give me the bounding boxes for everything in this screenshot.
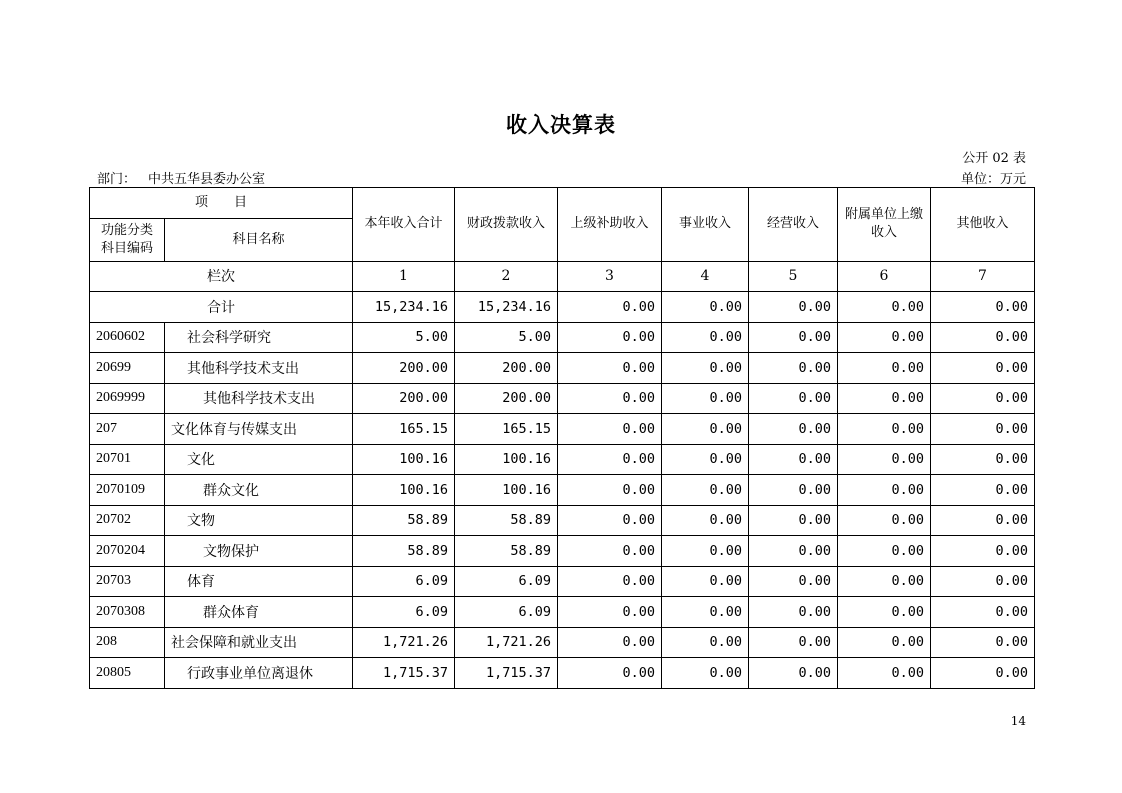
amount-cell: 0.00 — [838, 475, 931, 506]
func-code-cell: 20805 — [90, 658, 165, 689]
amount-cell: 0.00 — [838, 658, 931, 689]
amount-cell: 1,721.26 — [455, 627, 558, 658]
func-code-cell: 2070308 — [90, 597, 165, 628]
amount-cell: 0.00 — [662, 322, 749, 353]
page-number: 14 — [1010, 714, 1026, 728]
table-row — [90, 322, 1035, 353]
amount-cell: 0.00 — [931, 627, 1035, 658]
subject-name-cell: 群众文化 — [165, 475, 353, 506]
amount-cell: 58.89 — [353, 505, 455, 536]
amount-cell: 0.00 — [838, 322, 931, 353]
amount-cell: 6.09 — [353, 597, 455, 628]
amount-cell: 0.00 — [558, 627, 662, 658]
amount-cell: 0.00 — [558, 383, 662, 414]
amount-cell: 0.00 — [662, 383, 749, 414]
amount-cell: 0.00 — [931, 505, 1035, 536]
amount-cell: 0.00 — [662, 536, 749, 567]
func-code-cell: 20702 — [90, 505, 165, 536]
amount-cell: 6.09 — [353, 566, 455, 597]
subject-name-cell: 文物 — [165, 505, 353, 536]
col-index: 4 — [662, 261, 749, 292]
subject-name-cell: 文物保护 — [165, 536, 353, 567]
amount-cell: 0.00 — [749, 414, 838, 445]
amount-cell: 58.89 — [455, 505, 558, 536]
col-header-7: 其他收入 — [931, 188, 1035, 262]
total-value: 0.00 — [558, 292, 662, 323]
amount-cell: 0.00 — [749, 322, 838, 353]
amount-cell: 0.00 — [838, 414, 931, 445]
amount-cell: 0.00 — [749, 566, 838, 597]
amount-cell: 58.89 — [353, 536, 455, 567]
amount-cell: 0.00 — [931, 353, 1035, 384]
amount-cell: 0.00 — [931, 658, 1035, 689]
amount-cell: 0.00 — [838, 536, 931, 567]
amount-cell: 0.00 — [558, 322, 662, 353]
amount-cell: 0.00 — [931, 597, 1035, 628]
amount-cell: 1,721.26 — [353, 627, 455, 658]
amount-cell: 0.00 — [558, 505, 662, 536]
amount-cell: 0.00 — [662, 658, 749, 689]
total-value: 15,234.16 — [353, 292, 455, 323]
col-header-4: 事业收入 — [662, 188, 749, 262]
amount-cell: 0.00 — [558, 414, 662, 445]
col-index-row — [90, 261, 1035, 292]
amount-cell: 6.09 — [455, 566, 558, 597]
col-index: 3 — [558, 261, 662, 292]
table-row — [90, 444, 1035, 475]
total-label: 合计 — [90, 292, 353, 323]
subject-name-cell: 文化体育与传媒支出 — [165, 414, 353, 445]
col-index: 2 — [455, 261, 558, 292]
amount-cell: 0.00 — [749, 353, 838, 384]
func-code-cell: 208 — [90, 627, 165, 658]
total-value: 0.00 — [931, 292, 1035, 323]
amount-cell: 0.00 — [558, 658, 662, 689]
subject-name-header: 科目名称 — [165, 218, 353, 261]
amount-cell: 1,715.37 — [353, 658, 455, 689]
table-row — [90, 353, 1035, 384]
amount-cell: 0.00 — [749, 475, 838, 506]
func-code-cell: 2070109 — [90, 475, 165, 506]
amount-cell: 0.00 — [931, 536, 1035, 567]
form-number: 公开 02 表 — [962, 151, 1026, 166]
amount-cell: 5.00 — [353, 322, 455, 353]
amount-cell: 5.00 — [455, 322, 558, 353]
table-row — [90, 597, 1035, 628]
amount-cell: 0.00 — [838, 444, 931, 475]
func-code-cell: 207 — [90, 414, 165, 445]
amount-cell: 0.00 — [838, 353, 931, 384]
table-row — [90, 414, 1035, 445]
amount-cell: 0.00 — [931, 566, 1035, 597]
amount-cell: 0.00 — [749, 444, 838, 475]
total-value: 0.00 — [662, 292, 749, 323]
amount-cell: 0.00 — [931, 383, 1035, 414]
amount-cell: 200.00 — [455, 383, 558, 414]
amount-cell: 0.00 — [749, 627, 838, 658]
amount-cell: 0.00 — [749, 658, 838, 689]
amount-cell: 0.00 — [749, 536, 838, 567]
item-header: 项 目 — [90, 188, 353, 219]
table-row — [90, 475, 1035, 506]
subject-name-cell: 社会保障和就业支出 — [165, 627, 353, 658]
total-value: 0.00 — [838, 292, 931, 323]
amount-cell: 100.16 — [353, 444, 455, 475]
amount-cell: 0.00 — [558, 536, 662, 567]
col-index: 6 — [838, 261, 931, 292]
amount-cell: 0.00 — [749, 383, 838, 414]
amount-cell: 0.00 — [662, 353, 749, 384]
func-code-cell: 2070204 — [90, 536, 165, 567]
table-row — [90, 536, 1035, 567]
total-value: 15,234.16 — [455, 292, 558, 323]
subject-name-cell: 文化 — [165, 444, 353, 475]
amount-cell: 0.00 — [558, 353, 662, 384]
amount-cell: 0.00 — [558, 444, 662, 475]
amount-cell: 0.00 — [662, 566, 749, 597]
amount-cell: 0.00 — [662, 414, 749, 445]
amount-cell: 200.00 — [353, 353, 455, 384]
amount-cell: 0.00 — [838, 566, 931, 597]
subject-name-cell: 群众体育 — [165, 597, 353, 628]
amount-cell: 165.15 — [455, 414, 558, 445]
amount-cell: 0.00 — [662, 475, 749, 506]
amount-cell: 0.00 — [838, 505, 931, 536]
table-row — [90, 627, 1035, 658]
amount-cell: 0.00 — [558, 475, 662, 506]
col-header-6: 附属单位上缴收入 — [838, 188, 931, 262]
amount-cell: 0.00 — [838, 627, 931, 658]
col-index: 5 — [749, 261, 838, 292]
department-value: 中共五华县委办公室 — [148, 172, 266, 187]
func-code-cell: 2060602 — [90, 322, 165, 353]
amount-cell: 0.00 — [558, 566, 662, 597]
func-code-cell: 20703 — [90, 566, 165, 597]
amount-cell: 200.00 — [455, 353, 558, 384]
amount-cell: 0.00 — [662, 597, 749, 628]
unit-label: 单位：万元 — [960, 172, 1026, 187]
amount-cell: 0.00 — [931, 475, 1035, 506]
table-row — [90, 658, 1035, 689]
col-index: 7 — [931, 261, 1035, 292]
amount-cell: 0.00 — [662, 505, 749, 536]
col-index-label: 栏次 — [90, 261, 353, 292]
subject-name-cell: 其他科学技术支出 — [165, 383, 353, 414]
func-code-header: 功能分类科目编码 — [90, 218, 165, 261]
func-code-cell: 20699 — [90, 353, 165, 384]
func-code-cell: 20701 — [90, 444, 165, 475]
amount-cell: 0.00 — [749, 597, 838, 628]
amount-cell: 0.00 — [931, 414, 1035, 445]
income-table — [89, 187, 1035, 689]
subject-name-cell: 其他科学技术支出 — [165, 353, 353, 384]
amount-cell: 0.00 — [558, 597, 662, 628]
col-header-1: 本年收入合计 — [353, 188, 455, 262]
table-row — [90, 566, 1035, 597]
department-line — [97, 168, 265, 187]
amount-cell: 0.00 — [931, 444, 1035, 475]
amount-cell: 6.09 — [455, 597, 558, 628]
amount-cell: 100.16 — [353, 475, 455, 506]
table-row — [90, 383, 1035, 414]
amount-cell: 58.89 — [455, 536, 558, 567]
subject-name-cell: 体育 — [165, 566, 353, 597]
subject-name-cell: 行政事业单位离退休 — [165, 658, 353, 689]
amount-cell: 200.00 — [353, 383, 455, 414]
amount-cell: 1,715.37 — [455, 658, 558, 689]
amount-cell: 0.00 — [838, 383, 931, 414]
total-row — [90, 292, 1035, 323]
amount-cell: 100.16 — [455, 475, 558, 506]
table-row — [90, 505, 1035, 536]
amount-cell: 100.16 — [455, 444, 558, 475]
amount-cell: 0.00 — [838, 597, 931, 628]
col-header-3: 上级补助收入 — [558, 188, 662, 262]
amount-cell: 0.00 — [749, 505, 838, 536]
total-value: 0.00 — [749, 292, 838, 323]
col-header-2: 财政拨款收入 — [455, 188, 558, 262]
col-index: 1 — [353, 261, 455, 292]
amount-cell: 0.00 — [662, 627, 749, 658]
amount-cell: 165.15 — [353, 414, 455, 445]
amount-cell: 0.00 — [662, 444, 749, 475]
subject-name-cell: 社会科学研究 — [165, 322, 353, 353]
department-label: 部门： — [97, 172, 137, 187]
col-header-5: 经营收入 — [749, 188, 838, 262]
page-title: 收入决算表 — [506, 112, 616, 137]
amount-cell: 0.00 — [931, 322, 1035, 353]
header-row-1 — [90, 188, 1035, 219]
func-code-cell: 2069999 — [90, 383, 165, 414]
